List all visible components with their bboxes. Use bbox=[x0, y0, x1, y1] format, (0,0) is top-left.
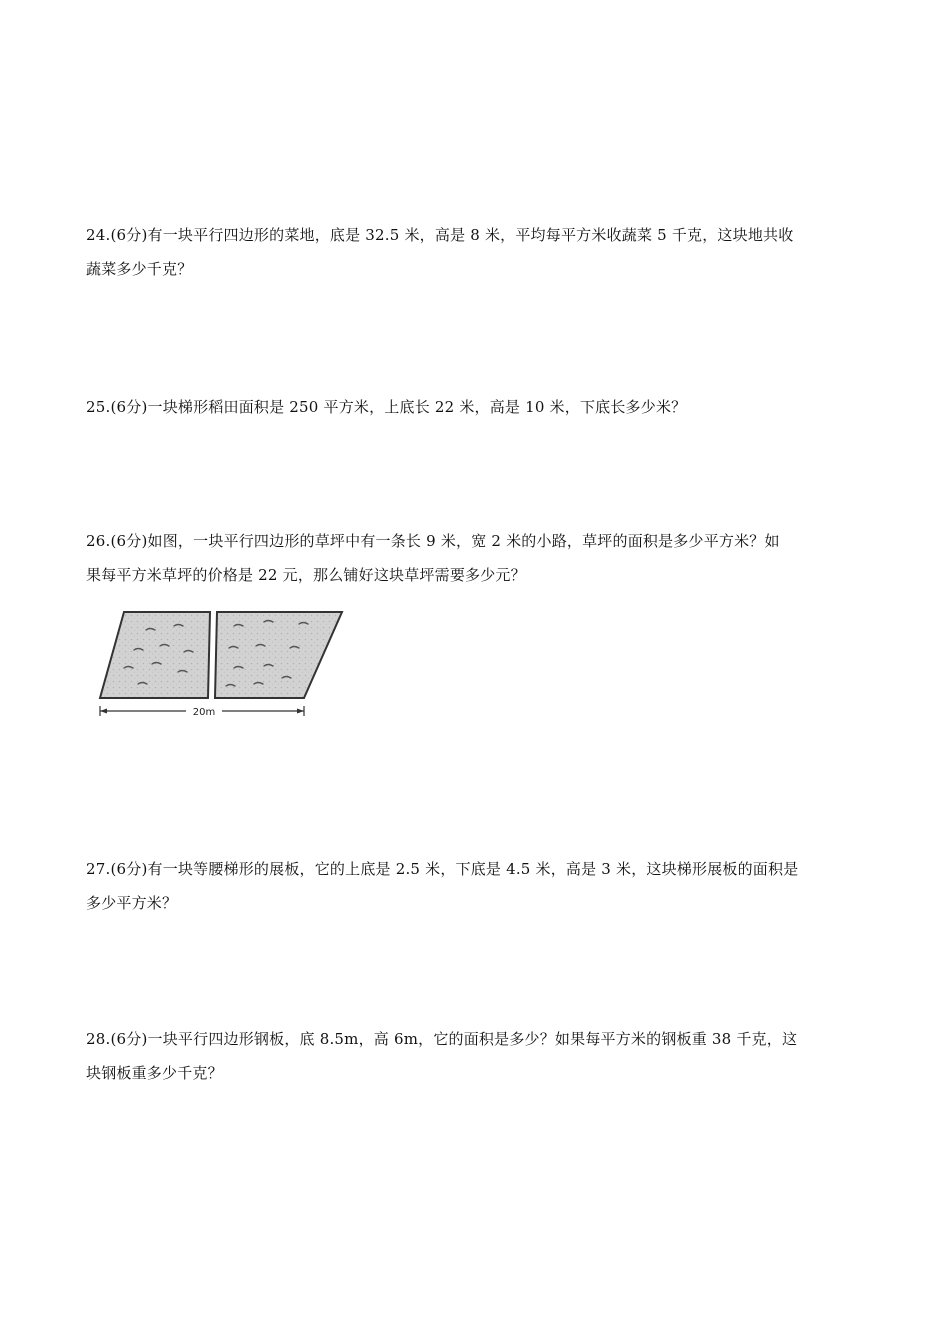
lawn-left-section bbox=[100, 612, 210, 698]
question-24-line-1 bbox=[86, 218, 876, 252]
lawn-figure bbox=[94, 602, 344, 720]
question-score: (6分) bbox=[110, 1030, 148, 1048]
question-26 bbox=[86, 524, 876, 592]
question-text: 有一块等腰梯形的展板，它的上底是 2.5 米，下底是 4.5 米，高是 3 米，这块梯形展板的面积是 bbox=[147, 860, 799, 878]
question-24 bbox=[86, 218, 876, 286]
question-27-line-2: 多少平方米？ bbox=[86, 894, 178, 912]
question-27-line-1 bbox=[86, 852, 876, 886]
question-number: 24. bbox=[86, 226, 111, 244]
question-score: (6分) bbox=[110, 226, 148, 244]
question-25 bbox=[86, 390, 876, 424]
question-text: 一块平行四边形钢板，底 8.5m，高 6m，它的面积是多少？如果每平方米的钢板重 38 千克，这 bbox=[147, 1030, 798, 1048]
question-26-line-2: 果每平方米草坪的价格是 22 元，那么铺好这块草坪需要多少元？ bbox=[86, 566, 526, 584]
question-28 bbox=[86, 1022, 876, 1090]
question-text: 一块梯形稻田面积是 250 平方米，上底长 22 米，高是 10 米，下底长多少米？ bbox=[147, 398, 687, 416]
question-score: (6分) bbox=[110, 398, 148, 416]
question-25-line-1 bbox=[86, 390, 876, 424]
dimension-label: 20m bbox=[192, 707, 216, 718]
question-score: (6分) bbox=[110, 860, 148, 878]
question-score: (6分) bbox=[110, 532, 148, 550]
question-number: 26. bbox=[86, 532, 111, 550]
question-text: 有一块平行四边形的菜地，底是 32.5 米，高是 8 米，平均每平方米收蔬菜 5 千克，这块地共收 bbox=[147, 226, 794, 244]
question-text: 如图，一块平行四边形的草坪中有一条长 9 米，宽 2 米的小路，草坪的面积是多少平方米？如 bbox=[147, 532, 780, 550]
question-27 bbox=[86, 852, 876, 920]
question-number: 25. bbox=[86, 398, 111, 416]
lawn-diagram bbox=[94, 602, 344, 720]
question-number: 28. bbox=[86, 1030, 111, 1048]
question-26-line-1 bbox=[86, 524, 876, 558]
question-24-line-2: 蔬菜多少千克？ bbox=[86, 260, 193, 278]
question-28-line-2: 块钢板重多少千克？ bbox=[86, 1064, 223, 1082]
question-number: 27. bbox=[86, 860, 111, 878]
question-28-line-1 bbox=[86, 1022, 876, 1056]
